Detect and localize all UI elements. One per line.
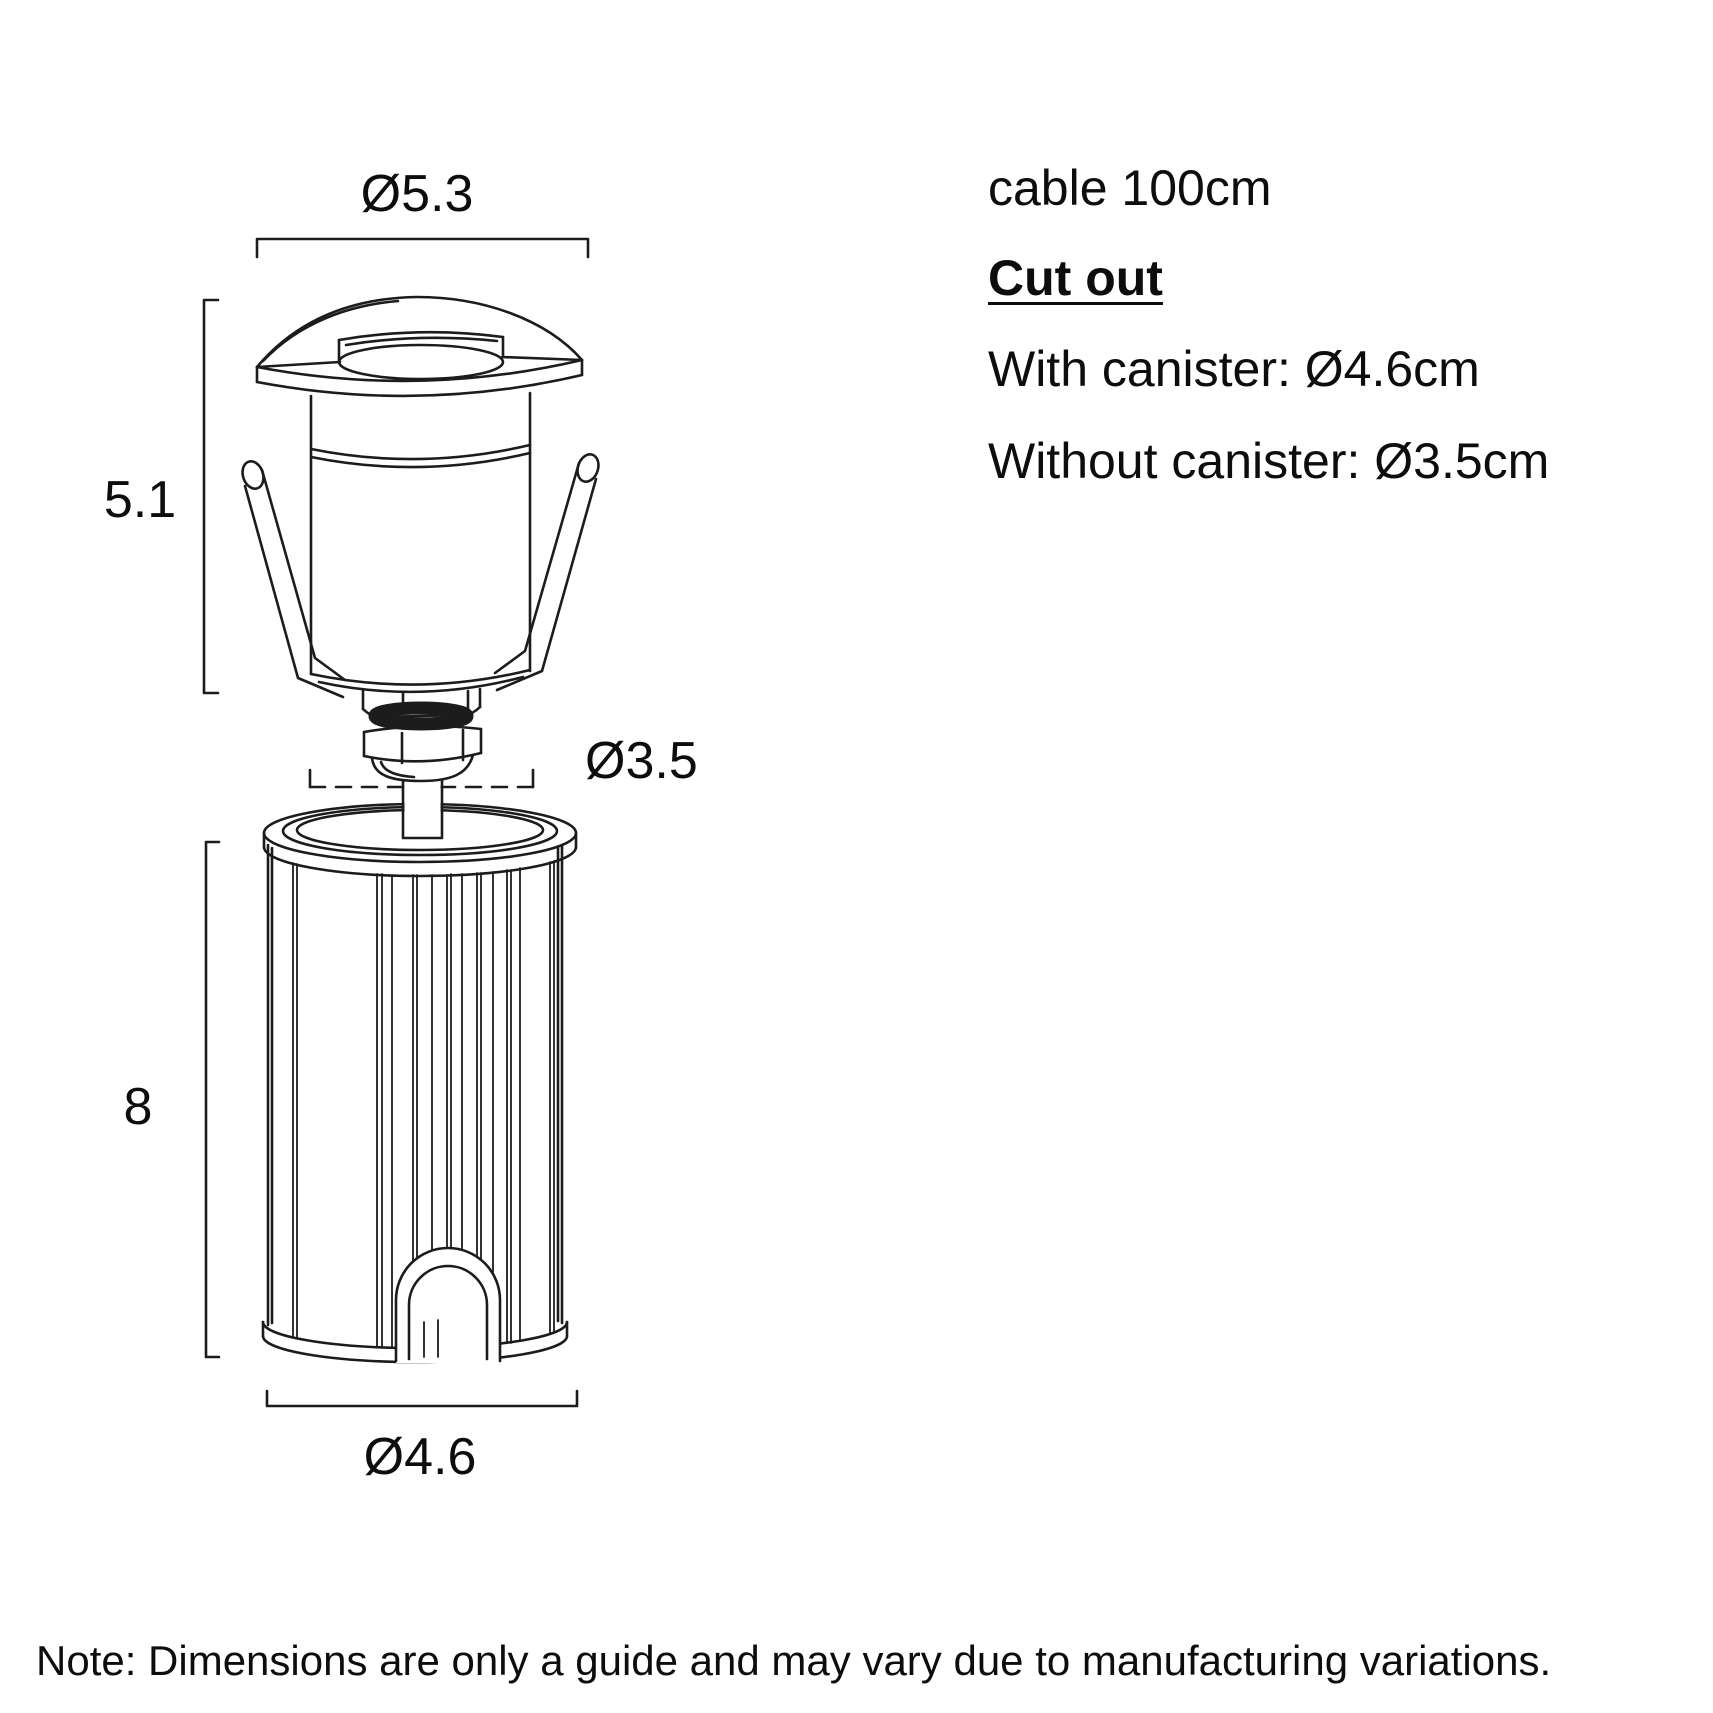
- fixture-spring-clips: [239, 452, 602, 697]
- fixture-cable-gland: [363, 689, 481, 781]
- spec-cutout-with-canister: With canister: Ø4.6cm: [988, 341, 1480, 397]
- spec-cutout-heading: Cut out: [988, 250, 1163, 306]
- fixture-body: [311, 393, 530, 692]
- dimension-label-top-diameter: Ø5.3: [360, 165, 474, 223]
- fixture-dome-cap: [257, 297, 582, 396]
- dimension-line-top-diameter: [257, 239, 588, 257]
- dimension-label-canister-diameter: Ø4.6: [363, 1428, 477, 1486]
- dimension-label-canister-height: 8: [123, 1078, 153, 1136]
- dimension-label-light-height: 5.1: [103, 471, 177, 529]
- canister-cable-cutout: [396, 1248, 500, 1363]
- spec-cutout-without-canister: Without canister: Ø3.5cm: [988, 433, 1550, 489]
- fixture-cable: [403, 780, 442, 838]
- footer-note: Note: Dimensions are only a guide and may vary due to manufacturing variations.: [36, 1637, 1552, 1684]
- dimension-label-gland-diameter: Ø3.5: [585, 732, 698, 790]
- spec-cable-length: cable 100cm: [988, 160, 1272, 216]
- dimension-line-canister-diameter: [267, 1391, 577, 1406]
